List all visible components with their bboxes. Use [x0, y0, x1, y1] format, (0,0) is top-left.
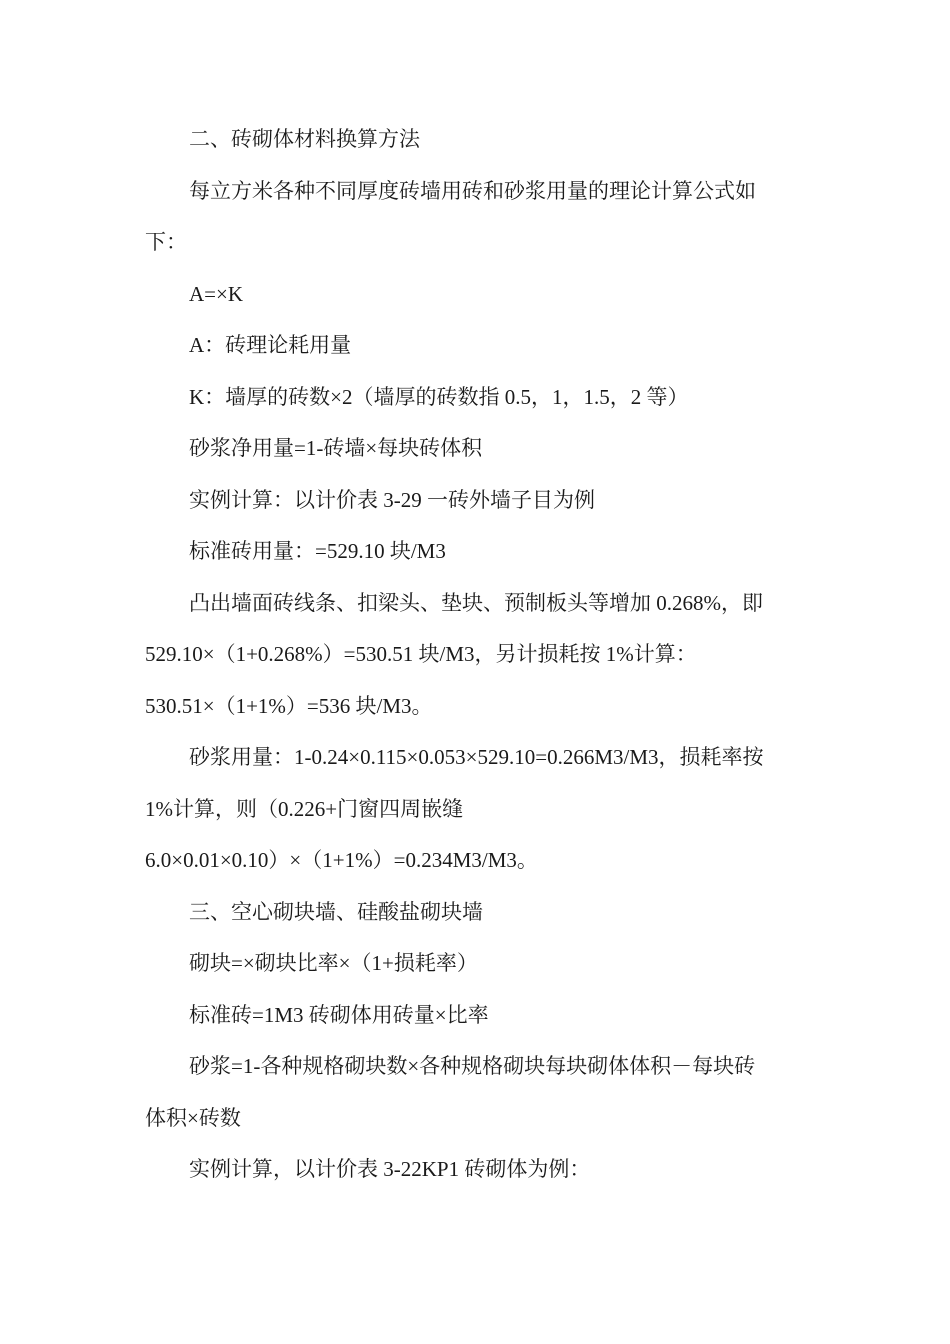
- paragraph-line: 6.0×0.01×0.10）×（1+1%）=0.234M3/M3。: [145, 848, 538, 872]
- section-heading-brick-conversion: 二、砖砌体材料换算方法: [189, 127, 420, 151]
- paragraph-line: 529.10×（1+0.268%）=530.51 块/M3，另计损耗按 1%计算：: [145, 642, 697, 666]
- document-body: [145, 114, 825, 1196]
- formula-line: 砌块=×砌块比率×（1+损耗率）: [189, 951, 478, 975]
- paragraph-line: 砂浆用量：1-0.24×0.115×0.053×529.10=0.266M3/M3，损耗率按: [189, 745, 764, 769]
- paragraph-line: 530.51×（1+1%）=536 块/M3。: [145, 693, 433, 718]
- formula-line: 砂浆=1-各种规格砌块数×各种规格砌块每块砌体体积－每块砖: [189, 1054, 756, 1078]
- paragraph-line: 1%计算，则（0.226+门窗四周嵌缝: [145, 796, 464, 821]
- definition-line: K：墙厚的砖数×2（墙厚的砖数指 0.5，1，1.5，2 等）: [189, 384, 689, 409]
- section-heading-hollow-block: 三、空心砌块墙、硅酸盐砌块墙: [189, 899, 483, 924]
- paragraph-line: 凸出墙面砖线条、扣梁头、垫块、预制板头等增加 0.268%，即: [189, 590, 763, 615]
- formula-line: 体积×砖数: [145, 1105, 241, 1130]
- paragraph-line: 每立方米各种不同厚度砖墙用砖和砂浆用量的理论计算公式如: [189, 178, 756, 203]
- paragraph-line: 标准砖用量：=529.10 块/M3: [189, 539, 446, 563]
- formula-line: 砂浆净用量=1-砖墙×每块砖体积: [189, 436, 483, 460]
- definition-line: A：砖理论耗用量: [189, 333, 352, 357]
- formula-line: A=×K: [189, 281, 244, 306]
- formula-line: 标准砖=1M3 砖砌体用砖量×比率: [189, 1002, 489, 1027]
- paragraph-line: 实例计算，以计价表 3-22KP1 砖砌体为例：: [189, 1157, 591, 1181]
- paragraph-line: 实例计算：以计价表 3-29 一砖外墙子目为例: [189, 487, 595, 512]
- paragraph-line: 下：: [145, 230, 187, 254]
